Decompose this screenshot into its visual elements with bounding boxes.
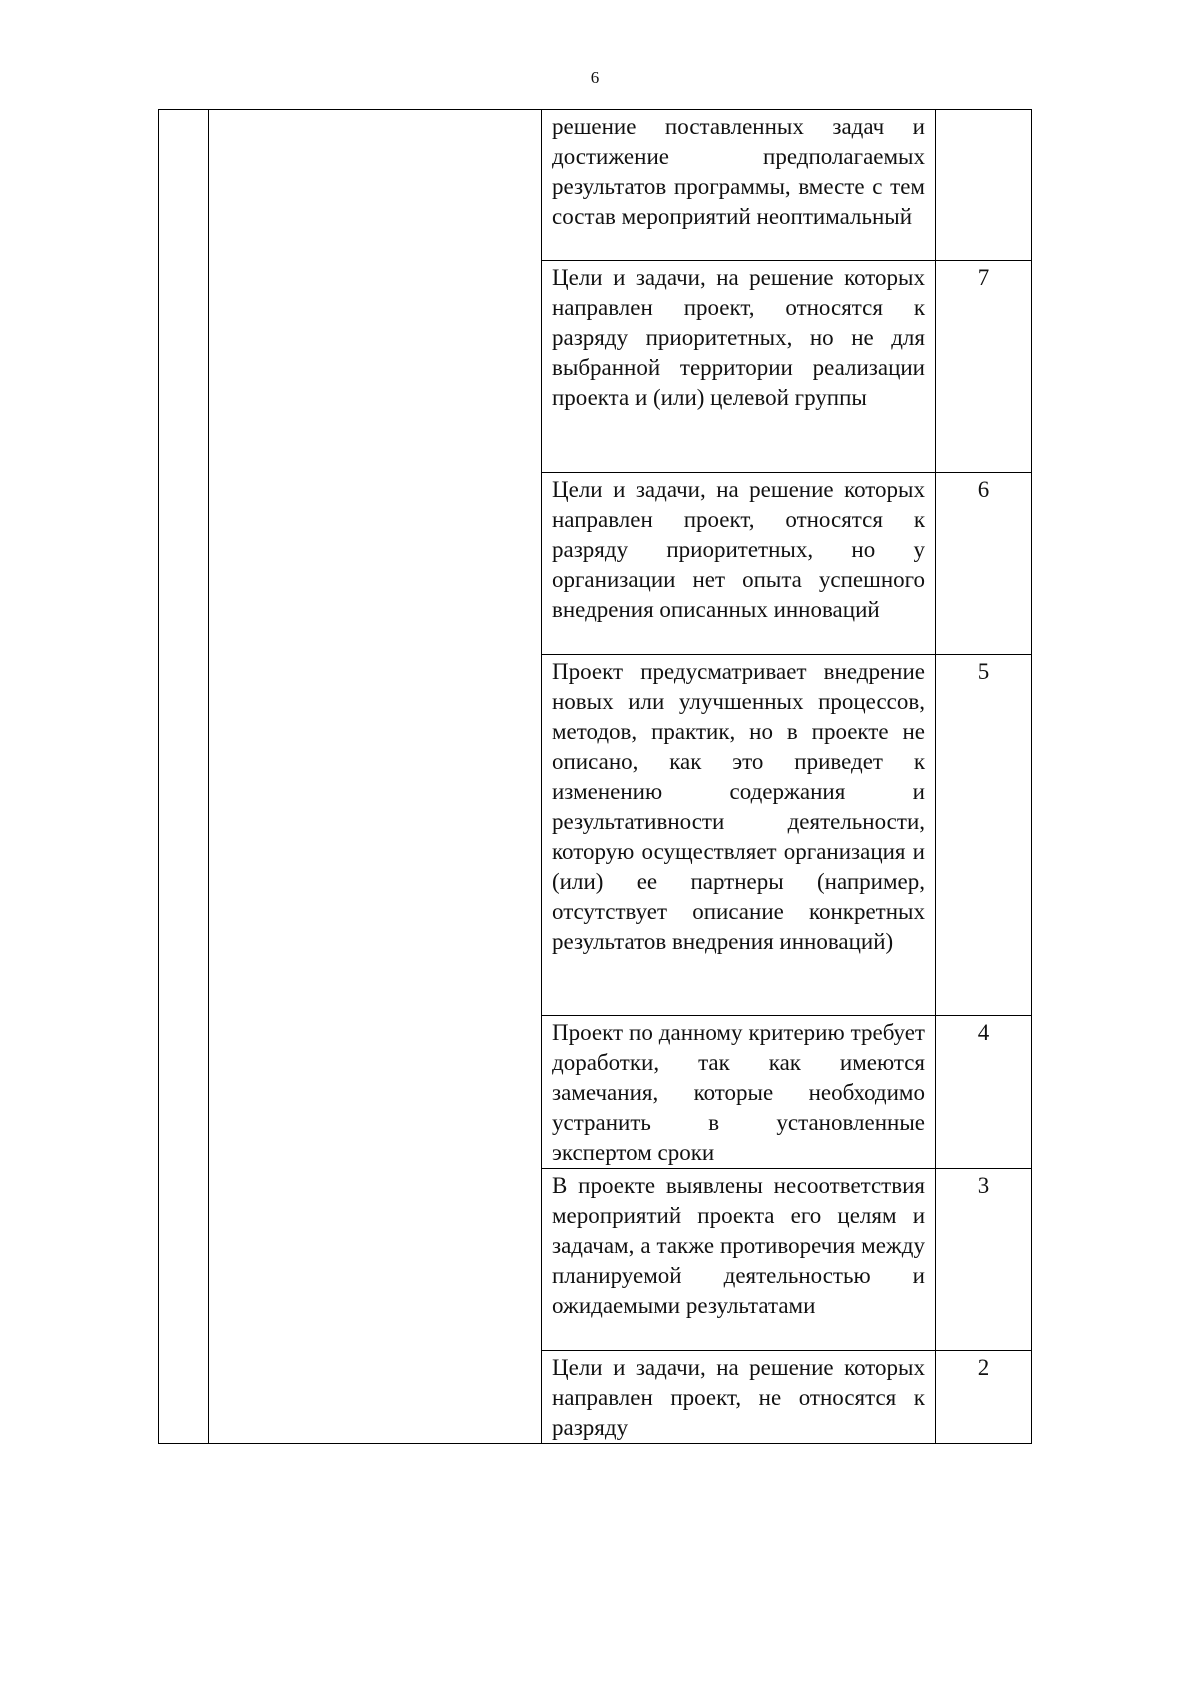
criterion-name-cell (209, 110, 542, 1444)
score-cell (936, 1351, 1032, 1444)
criterion-description-cell (542, 473, 936, 655)
score-cell (936, 110, 1032, 261)
criterion-description: Проект предусматривает внедрение новых или улучшенных процессов, методов, практик, но в проекте не описано, как это приведет к изменению содержания и результативности деятельности, которую осуществляет организация и (или) ее партнеры (например, отсутствует описание конкретных результатов внедрения инноваций) (552, 659, 925, 954)
score-value: 3 (977, 1173, 990, 1198)
score-value (936, 110, 1031, 112)
score-value: 6 (977, 477, 990, 502)
score-cell (936, 1016, 1032, 1169)
criterion-description: Проект по данному критерию требует доработки, так как имеются замечания, которые необходимо устранить в установленные экспертом сроки (552, 1020, 925, 1165)
criterion-description-cell (542, 1016, 936, 1169)
criterion-description: Цели и задачи, на решение которых направлен проект, относятся к разряду приоритетных, но у организации нет опыта успешного внедрения описанных инноваций (552, 477, 925, 622)
number-column-cell (159, 110, 209, 1444)
criterion-description: В проекте выявлены несоответствия мероприятий проекта его целям и задачам, а также противоречия между планируемой деятельностью и ожидаемыми результатами (552, 1173, 925, 1318)
score-value: 7 (977, 265, 990, 290)
score-cell (936, 655, 1032, 1016)
criterion-description: Цели и задачи, на решение которых направлен проект, не относятся к разряду (552, 1355, 925, 1440)
score-cell (936, 261, 1032, 473)
table-row (159, 110, 1032, 261)
score-value: 2 (977, 1355, 990, 1380)
criterion-description-cell (542, 1351, 936, 1444)
criteria-table (158, 109, 1032, 1444)
criterion-description-cell (542, 1169, 936, 1351)
score-cell (936, 473, 1032, 655)
score-value: 5 (977, 659, 990, 684)
criterion-description: Цели и задачи, на решение которых направлен проект, относятся к разряду приоритетных, но не для выбранной территории реализации проекта и (или) целевой группы (552, 265, 925, 410)
page-number: 6 (590, 68, 600, 87)
criterion-description-cell (542, 261, 936, 473)
criterion-description: решение поставленных задач и достижение предполагаемых результатов программы, вместе с тем состав мероприятий неоптимальный (552, 114, 925, 229)
score-value: 4 (977, 1020, 990, 1045)
score-cell (936, 1169, 1032, 1351)
criterion-description-cell (542, 655, 936, 1016)
criterion-description-cell (542, 110, 936, 261)
